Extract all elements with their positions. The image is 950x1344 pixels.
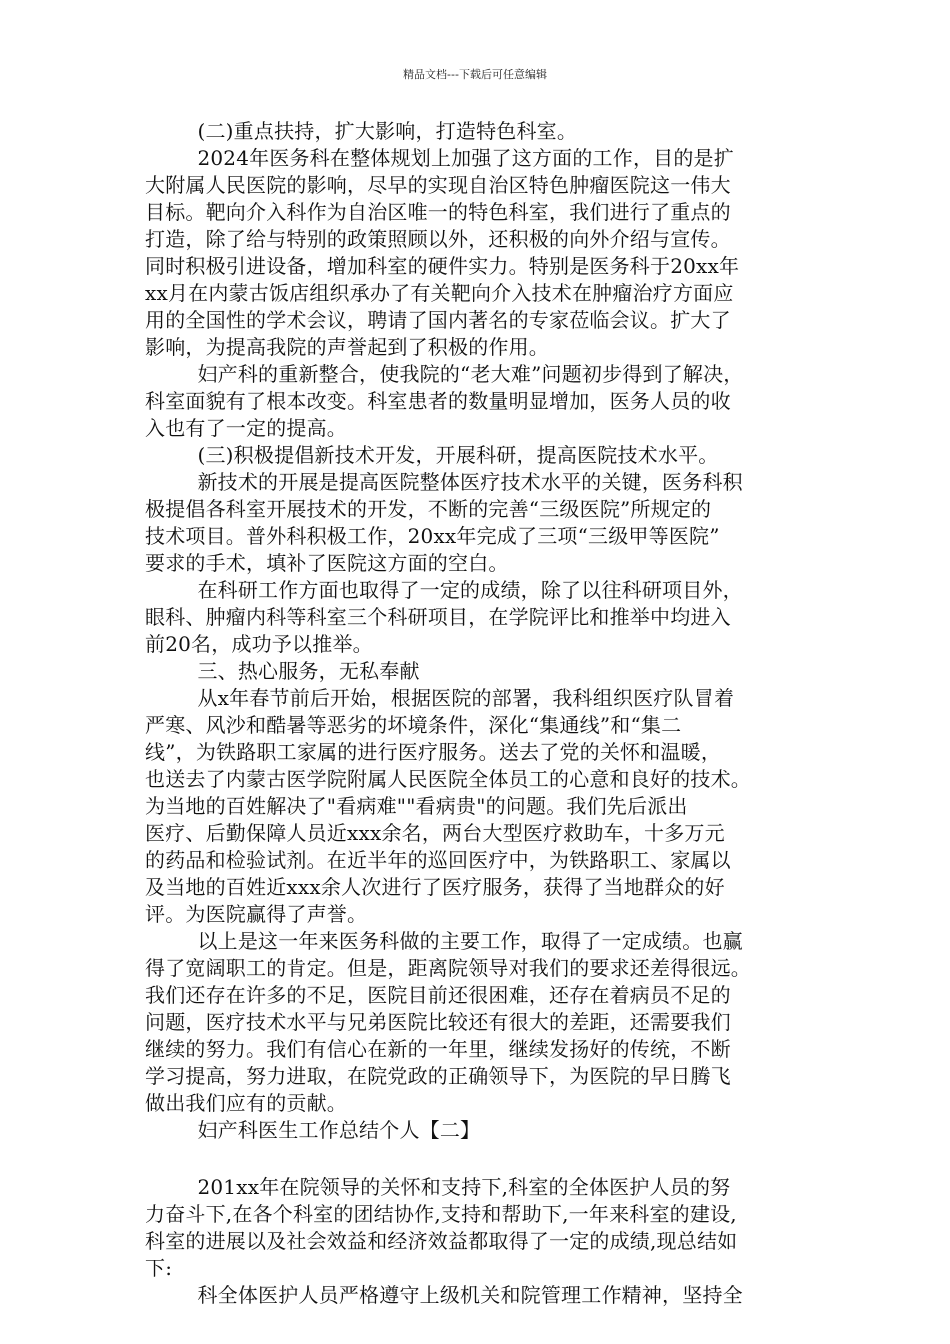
text-line: 打造，除了给与特别的政策照顾以外，还积极的向外介绍与宣传。 xyxy=(145,227,731,251)
text-line: 科室面貌有了根本改变。科室患者的数量明显增加，医务人员的收 xyxy=(145,389,731,413)
text-line: 线”，为铁路职工家属的进行医疗服务。送去了党的关怀和温暖， xyxy=(145,740,722,764)
text-line: 以上是这一年来医务科做的主要工作，取得了一定成绩。也赢 xyxy=(145,929,743,953)
text-line: 力奋斗下,在各个科室的团结协作,支持和帮助下,一年来科室的建设, xyxy=(145,1202,737,1226)
text-line: 妇产科的重新整合，使我院的“老大难”问题初步得到了解决， xyxy=(145,362,744,386)
text-line: 极提倡各科室开展技术的开发，不断的完善“三级医院”所规定的 xyxy=(145,497,712,521)
text-line: 医疗、后勤保障人员近xxx余名，两台大型医疗救助车，十多万元 xyxy=(145,821,725,845)
text-line: 同时积极引进设备，增加科室的硬件实力。特别是医务科于20xx年 xyxy=(145,254,740,278)
text-line: 新技术的开展是提高医院整体医疗技术水平的关键，医务科积 xyxy=(145,470,743,494)
text-line: 2024年医务科在整体规划上加强了这方面的工作，目的是扩 xyxy=(145,146,734,170)
page-header: 精品文档---下载后可任意编辑 xyxy=(403,68,547,81)
text-line: 问题，医疗技术水平与兄弟医院比较还有很大的差距，还需要我们 xyxy=(145,1010,731,1034)
text-line: 用的全国性的学术会议，聘请了国内著名的专家莅临会议。扩大了 xyxy=(145,308,731,332)
text-line: 评。为医院赢得了声誉。 xyxy=(145,902,368,926)
text-line: 前20名，成功予以推举。 xyxy=(145,632,373,656)
text-line: 要求的手术，填补了医院这方面的空白。 xyxy=(145,551,509,575)
text-line: (二)重点扶持，扩大影响，打造特色科室。 xyxy=(145,119,578,143)
section-title: 妇产科医生工作总结个人【二】 xyxy=(145,1118,481,1142)
text-line: 我们还存在许多的不足，医院目前还很困难，还存在着病员不足的 xyxy=(145,983,731,1007)
text-line: 入也有了一定的提高。 xyxy=(145,416,347,440)
text-line: 下: xyxy=(145,1256,173,1280)
text-line: xx月在内蒙古饭店组织承办了有关靶向介入技术在肿瘤治疗方面应 xyxy=(145,281,734,305)
text-line: 眼科、肿瘤内科等科室三个科研项目，在学院评比和推举中均进入 xyxy=(145,605,731,629)
text-line: 影响，为提高我院的声誉起到了积极的作用。 xyxy=(145,335,549,359)
text-line: 科全体医护人员严格遵守上级机关和院管理工作精神，坚持全 xyxy=(145,1283,743,1307)
paragraph-gap xyxy=(145,1144,825,1174)
text-line: 从x年春节前后开始，根据医院的部署，我科组织医疗队冒着 xyxy=(145,686,735,710)
text-line: 技术项目。普外科积极工作，20xx年完成了三项“三级甲等医院” xyxy=(145,524,720,548)
text-line: 学习提高，努力进取，在院党政的正确领导下，为医院的早日腾飞 xyxy=(145,1064,731,1088)
text-line: 在科研工作方面也取得了一定的成绩，除了以往科研项目外， xyxy=(145,578,743,602)
text-line: 科室的进展以及社会效益和经济效益都取得了一定的成绩,现总结如 xyxy=(145,1229,738,1253)
text-line: 继续的努力。我们有信心在新的一年里，继续发扬好的传统，不断 xyxy=(145,1037,731,1061)
text-line: 大附属人民医院的影响，尽早的实现自治区特色肿瘤医院这一伟大 xyxy=(145,173,731,197)
text-line: 目标。靶向介入科作为自治区唯一的特色科室，我们进行了重点的 xyxy=(145,200,731,224)
text-line: 得了宽阔职工的肯定。但是，距离院领导对我们的要求还差得很远。 xyxy=(145,956,751,980)
text-line: 为当地的百姓解决了"看病难""看病贵"的问题。我们先后派出 xyxy=(145,794,688,818)
text-line: 也送去了内蒙古医学院附属人民医院全体员工的心意和良好的技术。 xyxy=(145,767,751,791)
text-line: 的药品和检验试剂。在近半年的巡回医疗中，为铁路职工、家属以 xyxy=(145,848,731,872)
section-heading: 三、热心服务，无私奉献 xyxy=(145,659,420,683)
text-line: (三)积极提倡新技术开发，开展科研，提高医院技术水平。 xyxy=(145,443,719,467)
text-line: 做出我们应有的贡献。 xyxy=(145,1091,347,1115)
text-line: 201xx年在院领导的关怀和支持下,科室的全体医护人员的努 xyxy=(145,1175,731,1199)
document-body xyxy=(145,118,825,1309)
text-line: 及当地的百姓近xxx余人次进行了医疗服务，获得了当地群众的好 xyxy=(145,875,725,899)
text-line: 严寒、风沙和酷暑等恶劣的坏境条件，深化“集通线”和“集二 xyxy=(145,713,682,737)
